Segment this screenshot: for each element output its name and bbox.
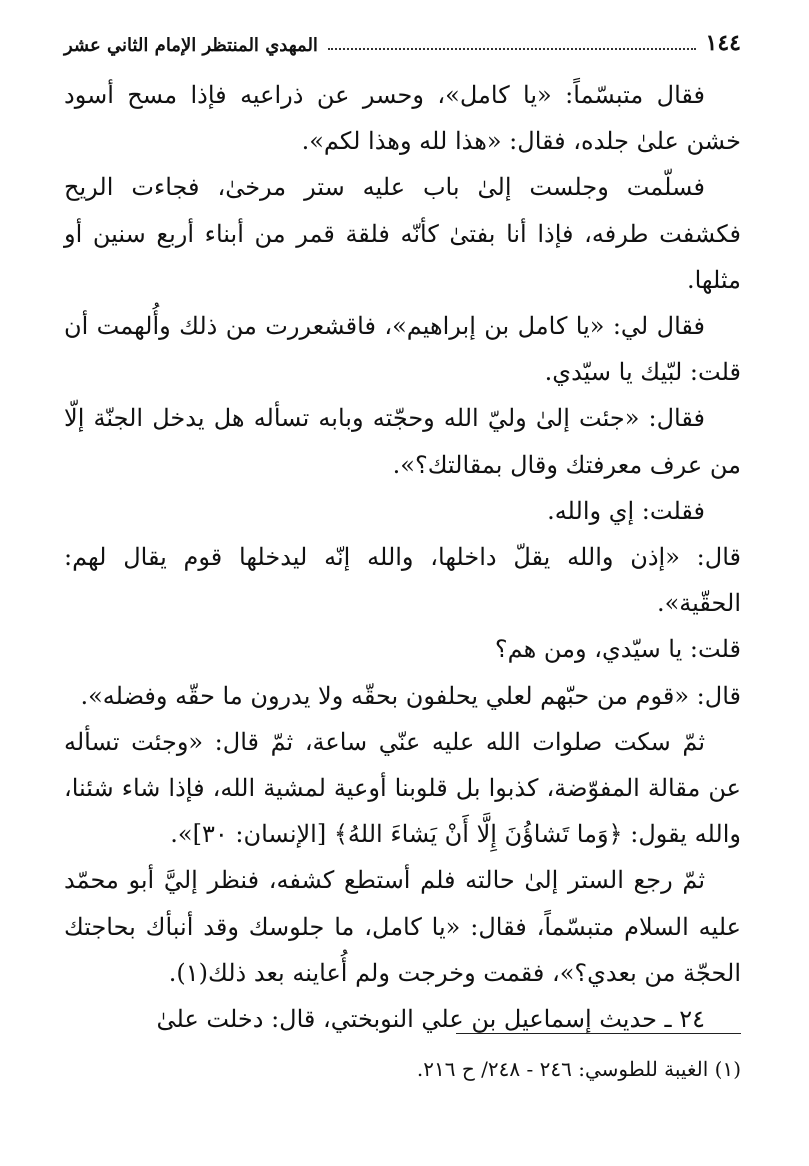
paragraph-11: ٢٤ ـ حديث إسماعيل بن علي النوبختي، قال: دخلت علىٰ	[156, 1005, 705, 1034]
paragraph-10: ثمّ رجع الستر إلىٰ حالته فلم أستطع كشفه، فنظر إليَّ أبو محمّد عليه السلام متبسّماً، فقال: «يا كامل، ما جلوسك وقد أنبأك بحاجتك الحجّة من بعدي؟»، فقمت وخرجت ولم أُعاينه بعد ذلك(١).	[64, 866, 742, 987]
paragraph-7: قلت: يا سيّدي، ومن هم؟	[494, 635, 741, 664]
paragraph-2: فسلّمت وجلست إلىٰ باب عليه ستر مرخىٰ، فجاءت الريح فكشفت طرفه، فإذا أنا بفتىٰ كأنّه فلقة قمر من أبناء أربع سنين أو مثلها.	[64, 173, 741, 294]
paragraph-8: قال: «قوم من حبّهم لعلي يحلفون بحقّه ولا يدرون ما حقّه وفضله».	[80, 681, 741, 710]
paragraph-6: قال: «إذن والله يقلّ داخلها، والله إنّه ليدخلها قوم يقال لهم: الحقّية».	[64, 543, 741, 618]
page-number: ١٤٤	[705, 30, 741, 56]
header-dotted-leader	[328, 47, 696, 50]
paragraph-9: ثمّ سكت صلوات الله عليه عنّي ساعة، ثمّ قال: «وجئت تسأله عن مقالة المفوّضة، كذبوا بل قلوبنا أوعية لمشية الله، فإذا شاء شئنا، والله يقول: ﴿وَما تَشاؤُنَ إِلَّا أَنْ يَشاءَ اللهُ﴾ [الإنسان: ٣٠]».	[64, 727, 741, 849]
running-title: المهدي المنتظر الإمام الثاني عشر	[64, 35, 318, 56]
footnote: (١) الغيبة للطوسي: ٢٤٦ - ٢٤٨/ ح ٢١٦.	[416, 1057, 741, 1081]
paragraph-1: فقال متبسّماً: «يا كامل»، وحسر عن ذراعيه فإذا مسح أسود خشن علىٰ جلده، فقال: «هذا لله وهذا لكم».	[64, 81, 741, 156]
running-header	[64, 22, 741, 56]
paragraph-3: فقال لي: «يا كامل بن إبراهيم»، فاقشعررت من ذلك وأُلهمت أن قلت: لبّيك يا سيّدي.	[64, 312, 741, 387]
paragraph-5: فقلت: إي والله.	[547, 496, 705, 525]
footnote-separator	[456, 1033, 741, 1034]
paragraph-4: فقال: «جئت إلىٰ وليّ الله وحجّته وبابه تسأله هل يدخل الجنّة إلّا من عرف معرفتك وقال بمقالتك؟».	[64, 404, 741, 479]
page-body	[64, 72, 741, 1042]
